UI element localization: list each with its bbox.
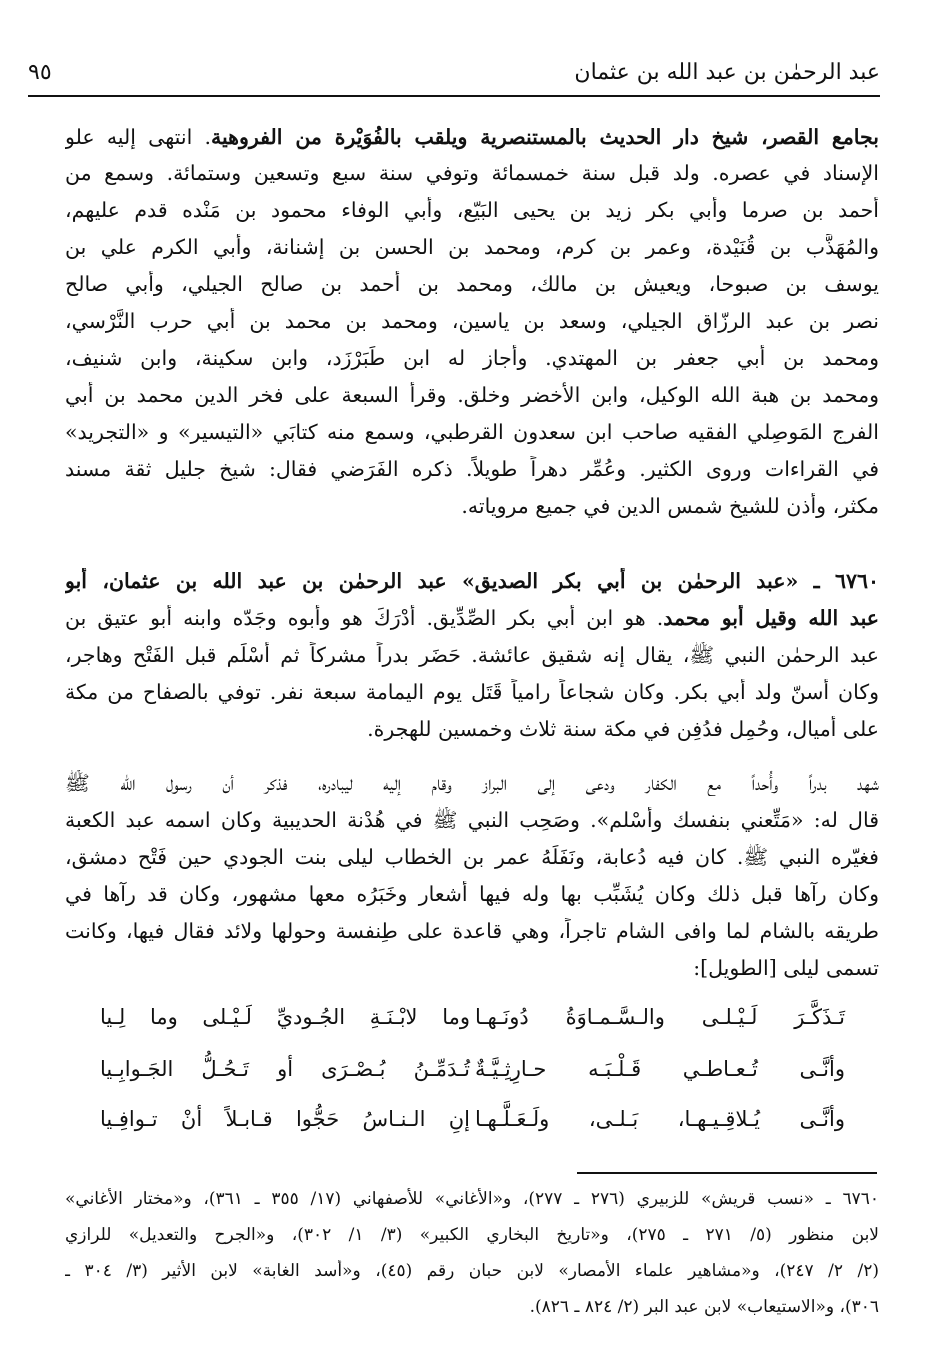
entry2-line: على أميال، وحُمِل فدُفِن في مكة سنة ثلاث وخمسين للهجرة. xyxy=(367,717,879,741)
entry1-line: أحمد بن صرما وأبي بكر زيد بن يحيى البَيّع، وأبي الوفاء محمود بن مَنْده قدم عليهم، xyxy=(65,198,879,222)
entry1-line-1 xyxy=(65,124,879,150)
entry2-line2-rest: . هو ابن أبي بكر الصِّدِّيق. أدْرَكَ هو وأبوه وجَدّه وابنه أبو عتيق بن xyxy=(65,606,664,630)
entry1-bold-lead: بجامع القصر، شيخ دار الحديث بالمستنصرية ويلقب بالفُوَيْرة من الفروهية xyxy=(210,125,879,149)
entry1-line: الإسناد في عصره. ولد قبل سنة خمسمائة وتوفي سنة سبع وتسعين وستمائة. وسمع من xyxy=(65,161,879,185)
poem-hemistich-right: تَـذَكَّـرَ لَـيْـلـى والـسَّـمـاوَةُ دُونَـهـا xyxy=(475,1005,845,1029)
entry2-heading xyxy=(65,568,879,594)
footnote-rule xyxy=(577,1172,877,1174)
entry1-line: والمُهَذَّب بن قُنَيْدة، وعمر بن كرم، ومحمد بن الحسن بن إشنانة، وأبي الكرم علي بن xyxy=(65,235,879,259)
footnote-line: ٣٠٦)، و«الاستيعاب» لابن عبد البر (٢/ ٨٢٤ ـ ٨٢٦). xyxy=(529,1297,879,1317)
poem-hemistich-right: وأنَّـى تُـعـاطـي قَـلْـبَـه حـارِثِـيَّـةٌ xyxy=(475,1057,845,1081)
entry2-heading-bold: ٦٧٦٠ ـ «عبد الرحمٰن بن أبي بكر الصديق» عبد الرحمٰن بن عبد الله بن عثمان، أبو xyxy=(65,569,879,593)
poem-hemistich-left: وما لابْـنَـةِ الجُـوديِّ لَـيْـلى وما لِـيا xyxy=(100,1005,470,1029)
entry1-line: يوسف بن صبوحا، ويعيش بن مالك، ومحمد بن أحمد بن صالح الجيلي، وأبي صالح xyxy=(65,272,879,296)
footnote-line: لابن منظور (٥/ ٢٧١ ـ ٢٧٥)، و«تاريخ البخاري الكبير» (٣/ ١/ ٣٠٢)، و«الجرح والتعديل» للرازي xyxy=(65,1225,879,1245)
entry2-line-2 xyxy=(65,605,879,631)
poem-hemistich-left: تُـدَمِّـنُ بُـصْـرَى أو تَـحُـلُّ الجَـوابِـيا xyxy=(100,1057,470,1081)
entry2-line: وكان أسنّ ولد أبي بكر. وكان شجاعاً رامياً قَتَل يوم اليمامة سبعة نفر. توفي بالصفاح من مكة xyxy=(65,680,879,704)
paragraph3-line: شهد بدراً وأُحداً مع الكفار ودعي إلى البراز وقام إليه ليبادره، فذكر أن رسول الله ﷺ xyxy=(65,771,879,795)
entry1-line: في القراءات وروى الكثير. وعُمِّر دهراً طويلاً. ذكره الفَرَضي فقال: شيخ جليل ثقة مسند xyxy=(65,457,879,481)
page-number: ٩٥ xyxy=(28,60,52,85)
entry2-kunya-bold: عبد الله وقيل أبو محمد xyxy=(663,606,879,630)
poem-hemistich-left: إنِ الـنـاسُ حَجُّوا قـابـلاً أنْ تـوافِـيا xyxy=(100,1107,470,1131)
paragraph3-line: تسمى ليلى [الطويل]: xyxy=(693,956,879,980)
header-rule xyxy=(28,95,880,97)
footnote-line: (٢/ ٢/ ٢٤٧)، و«مشاهير علماء الأمصار» لابن حبان رقم (٤٥)، و«أسد الغابة» لابن الأثير (٣/ ٣٠٤ ـ xyxy=(65,1261,879,1281)
entry1-line: ومحمد بن أبي جعفر بن المهتدي. وأجاز له ابن طَبَرْزَد، وابن سكينة، وابن شنيف، xyxy=(65,346,879,370)
footnote-line: ٦٧٦٠ ـ «نسب قريش» للزبيري (٢٧٦ ـ ٢٧٧)، و«الأغاني» للأصفهاني (١٧/ ٣٥٥ ـ ٣٦١)، و«مختار الأغاني» xyxy=(65,1189,879,1209)
paragraph3-line: قال له: «مَتِّعني بنفسك وأسْلم». وصَحِب النبي ﷺ في هُدْنة الحديبية وكان اسمه عبد الكعبة xyxy=(65,808,879,832)
paragraph3-line: طريقه بالشام لما وافى الشام تاجراً، وهي قاعدة على طِنفسة وحولها ولائد فقال فيها، وكانت xyxy=(65,919,879,943)
entry1-line: ومحمد بن هبة الله الوكيل، وابن الأخضر وخلق. وقرأ السبعة على فخر الدين محمد بن أبي xyxy=(65,383,879,407)
entry1-line: الفرج المَوصِلي الفقيه صاحب ابن سعدون القرطبي، وسمع منه كتابَي «التيسير» و «التجريد» xyxy=(65,420,879,444)
poem-hemistich-right: وأنَّـى يُـلاقِـيـهـا، بَـلـى، ولَـعَـلَّـهـا xyxy=(475,1107,845,1131)
running-title: عبد الرحمٰن بن عبد الله بن عثمان xyxy=(574,60,880,85)
entry2-line: عبد الرحمٰن النبي ﷺ، يقال إنه شقيق عائشة. حَضَر بدراً مشركاً ثم أسْلَم قبل الفَتْح وهاجر، xyxy=(65,643,879,667)
running-header xyxy=(28,60,880,90)
paragraph3-line: وكان رآها قبل ذلك وكان يُشَبِّب بها وله فيها أشعار وخَبَرُه معها مشهور، وكان قد رآها في xyxy=(65,882,879,906)
entry1-line1-rest: . انتهى إليه علو xyxy=(65,125,211,149)
paragraph3-line: فغيّره النبي ﷺ. كان فيه دُعابة، ونَفَلَهُ عمر بن الخطاب ليلى بنت الجودي حين فَتْح دمشق، xyxy=(65,845,879,869)
entry1-line: نصر بن عبد الرزّاق الجيلي، وسعد بن ياسين، ومحمد بن محمد بن أبي حرب النَّرْسي، xyxy=(65,309,879,333)
entry1-line: مكثر، وأذن للشيخ شمس الدين في جميع مروياته. xyxy=(461,494,879,518)
